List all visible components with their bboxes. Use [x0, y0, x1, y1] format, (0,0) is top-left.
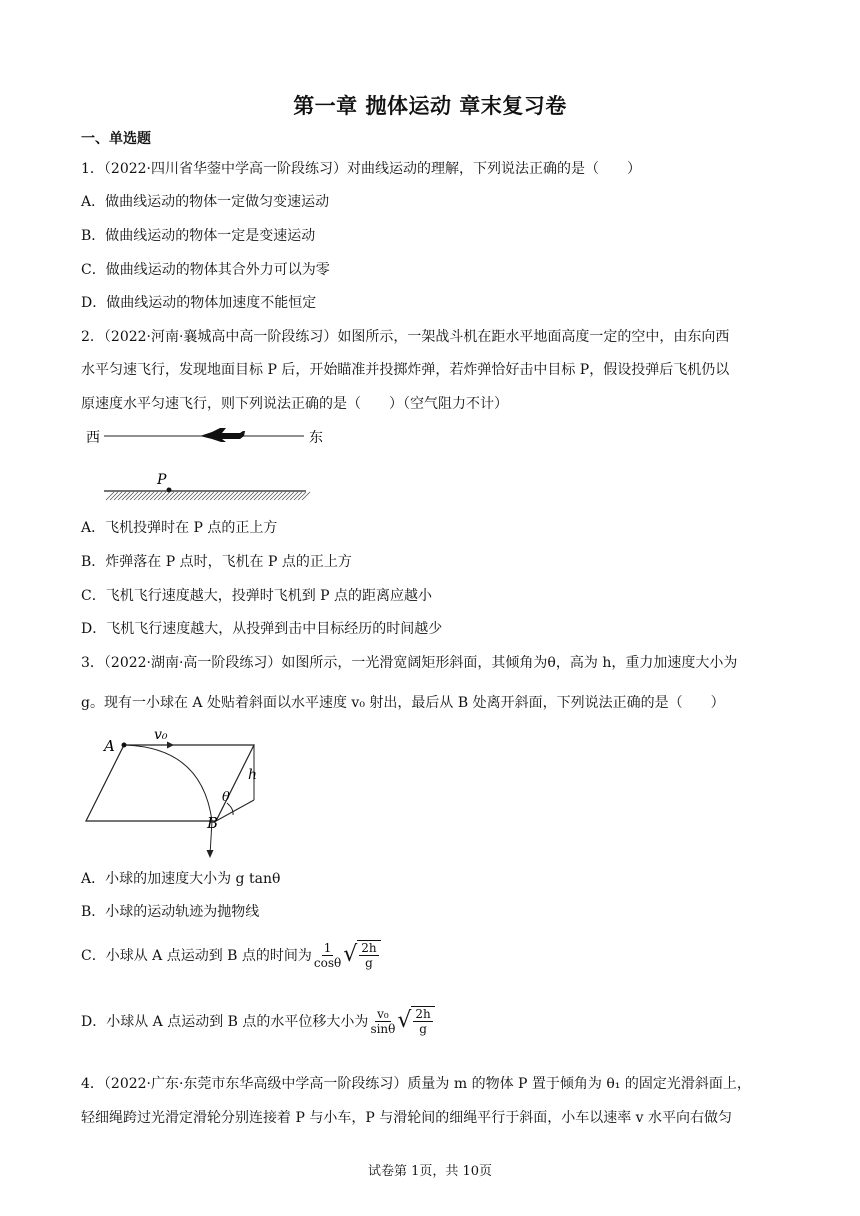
q2-option-a: A．飞机投弹时在 P 点的正上方 [81, 520, 278, 536]
q2-stem-line-3: 原速度水平匀速飞行，则下列说法正确的是（ ）（空气阻力不计） [81, 396, 508, 412]
fraction-denominator: sinθ [370, 1021, 396, 1036]
q3-option-c-fraction [314, 941, 341, 970]
fraction-numerator: 1 [323, 940, 332, 955]
fig-label-h: h [248, 767, 258, 783]
fig-point-p-label: P [157, 472, 167, 488]
q2-option-b: B．炸弹落在 P 点时，飞机在 P 点的正上方 [81, 554, 352, 570]
fig-label-theta: θ [222, 790, 230, 805]
q3-stem-line-2: g。现有一小球在 A 处贴着斜面以水平速度 v₀ 射出，最后从 B 处离开斜面，下列说法正确的是（ ） [81, 695, 725, 711]
q3-option-a: A．小球的加速度大小为 g tanθ [81, 871, 281, 887]
sqrt-denominator: g [365, 956, 373, 970]
q3-stem-line-1: 3．（2022·湖南·高一阶段练习）如图所示，一光滑宽阔矩形斜面，其倾角为θ，高为 h，重力加速度大小为 [81, 655, 738, 671]
fig-label-b: B [207, 814, 219, 832]
ground-hatching [106, 492, 310, 500]
q2-stem-line-2: 水平匀速飞行，发现地面目标 P 后，开始瞄准并投掷炸弹，若炸弹恰好击中目标 P，假设投弹后飞机仍以 [81, 362, 730, 378]
fig-label-a: A [104, 737, 115, 755]
q2-option-d: D．飞机飞行速度越大，从投弹到击中目标经历的时间越少 [81, 621, 443, 637]
page-footer: 试卷第 1页，共 10页 [367, 1164, 493, 1179]
q3-option-c-sqrt: √ $\frac{2h}{g}$ [343, 940, 380, 970]
jet-icon [200, 428, 245, 442]
page-title: 第一章 抛体运动 章末复习卷 [293, 94, 567, 118]
exit-arrowhead [207, 850, 214, 858]
q3-option-c-text: C．小球从 A 点运动到 B 点的时间为 [81, 948, 312, 964]
q3-option-d-text: D．小球从 A 点运动到 B 点的水平位移大小为 [81, 1014, 369, 1030]
q1-option-c: C．做曲线运动的物体其合外力可以为零 [81, 262, 330, 278]
fig-west-label: 西 [86, 430, 100, 446]
trajectory-curve [124, 745, 212, 821]
target-point-p [167, 488, 172, 493]
point-a [122, 743, 127, 748]
q3-figure [82, 725, 272, 860]
q3-option-b: B．小球的运动轨迹为抛物线 [81, 904, 260, 920]
sqrt-numerator: 2h [415, 1007, 431, 1021]
q2-figure [80, 420, 330, 505]
velocity-arrowhead [167, 742, 174, 749]
q3-option-d-fraction [370, 1007, 395, 1036]
q1-option-a: A．做曲线运动的物体一定做匀变速运动 [81, 194, 330, 210]
fraction-numerator: v₀ [377, 1006, 389, 1021]
q2-stem-line-1: 2．（2022·河南·襄城高中高一阶段练习）如图所示，一架战斗机在距水平地面高度一定的空中，由东向西 [81, 329, 730, 345]
sqrt-denominator: g [419, 1022, 427, 1036]
q1-option-d: D．做曲线运动的物体加速度不能恒定 [81, 295, 317, 311]
q4-stem-line-1: 4．（2022·广东·东莞市东华高级中学高一阶段练习）质量为 m 的物体 P 置于倾角为 θ₁ 的固定光滑斜面上， [81, 1076, 751, 1092]
q1-stem: 1．（2022·四川省华蓥中学高一阶段练习）对曲线运动的理解，下列说法正确的是（ ） [81, 161, 641, 177]
incline-rectangle [86, 745, 254, 821]
sqrt-numerator: 2h [361, 941, 377, 955]
fig-east-label: 东 [309, 430, 323, 446]
q2-option-c: C．飞机飞行速度越大，投弹时飞机到 P 点的距离应越小 [81, 588, 433, 604]
fig-label-v0: v₀ [154, 727, 168, 743]
q1-option-b: B．做曲线运动的物体一定是变速运动 [81, 228, 316, 244]
section-heading: 一、单选题 [81, 131, 151, 147]
q3-option-d [81, 1006, 435, 1036]
fraction-denominator: cosθ [313, 955, 342, 970]
q3-option-d-sqrt: √ $\frac{2h}{g}$ [397, 1006, 434, 1036]
q3-option-c [81, 940, 381, 970]
q4-stem-line-2: 轻细绳跨过光滑定滑轮分别连接着 P 与小车，P 与滑轮间的细绳平行于斜面，小车以速率 v 水平向右做匀 [81, 1110, 732, 1126]
